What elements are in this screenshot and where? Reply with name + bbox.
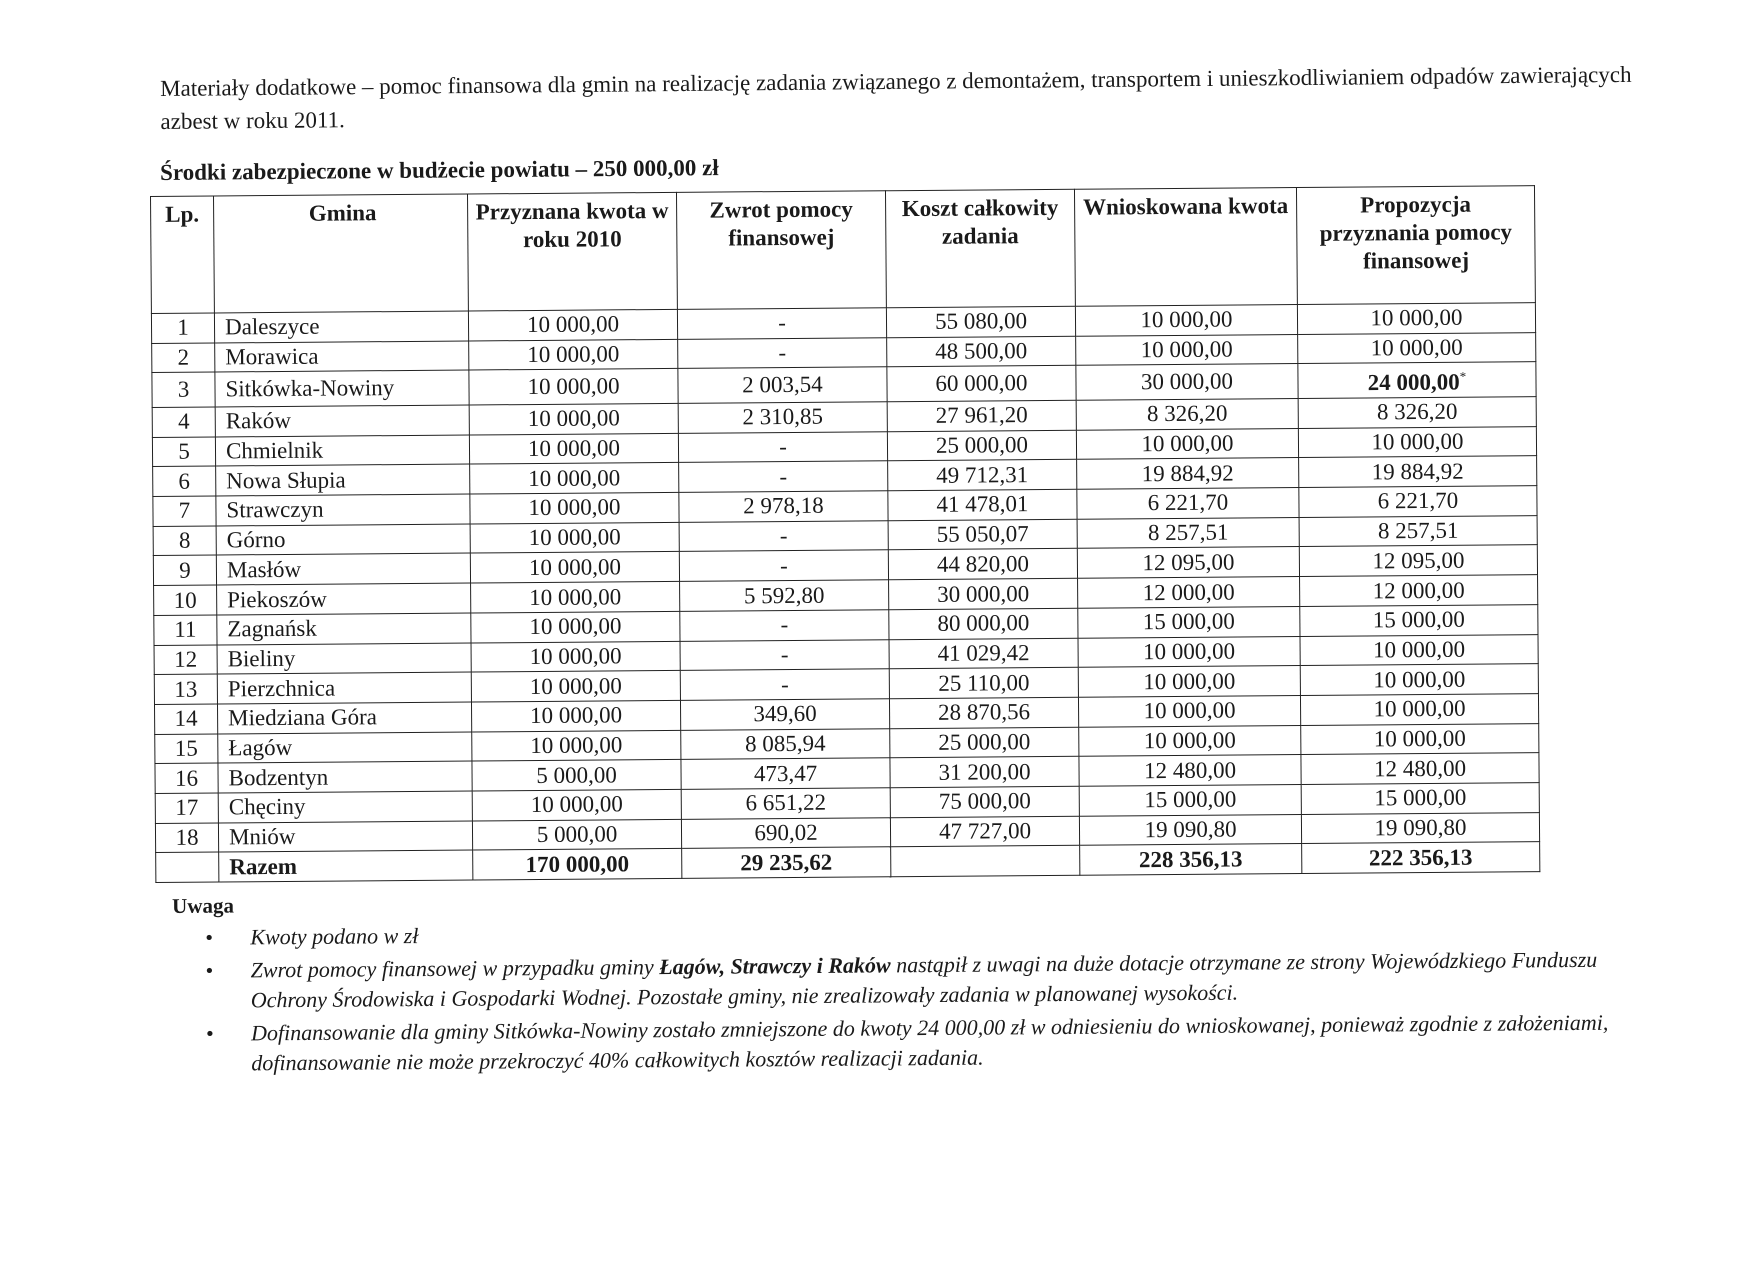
cell-przyznana: 10 000,00	[472, 789, 681, 820]
cell-propozycja: 12 480,00	[1301, 753, 1539, 785]
cell-propozycja: 15 000,00	[1300, 604, 1538, 636]
cell-koszt: 60 000,00	[887, 366, 1076, 402]
table-container	[150, 185, 1540, 883]
cell-wnioskowana: 8 326,20	[1076, 399, 1298, 430]
header-lp: Lp.	[151, 196, 215, 313]
cell-gmina: Raków	[215, 405, 469, 437]
cell-wnioskowana: 6 221,70	[1077, 488, 1299, 519]
cell-lp: 3	[152, 372, 215, 407]
cell-propozycja-highlight	[1298, 362, 1536, 399]
cell-przyznana: 10 000,00	[469, 369, 678, 405]
cell-gmina: Masłów	[216, 553, 470, 585]
cell-lp: 2	[152, 343, 215, 373]
cell-przyznana: 10 000,00	[469, 403, 678, 434]
cell-wnioskowana: 10 000,00	[1079, 725, 1301, 756]
cell-gmina: Daleszyce	[214, 311, 468, 343]
notes-title: Uwaga	[172, 893, 235, 918]
note-emphasis: Łagów, Strawczy i Raków	[659, 952, 891, 980]
cell-gmina: Łagów	[218, 732, 472, 764]
note-item	[250, 944, 1672, 1015]
note-item	[251, 1007, 1673, 1078]
cell-propozycja: 19 884,92	[1299, 456, 1537, 488]
table-body	[151, 303, 1539, 883]
cell-lp: 4	[152, 407, 215, 437]
cell-propozycja: 19 090,80	[1301, 812, 1539, 844]
cell-wnioskowana: 19 884,92	[1077, 458, 1299, 489]
cell-zwrot: 2 978,18	[679, 491, 888, 522]
cell-gmina: Mniów	[218, 821, 472, 853]
cell-wnioskowana: 10 000,00	[1078, 666, 1300, 697]
cell-wnioskowana: 15 000,00	[1078, 606, 1300, 637]
total-propozycja: 222 356,13	[1302, 842, 1540, 874]
header-gmina: Gmina	[214, 194, 469, 313]
cell-koszt: 31 200,00	[890, 757, 1079, 788]
note-text: nastąpił z uwagi na duże dotacje otrzymane ze strony Wojewódzkiego Funduszu Ochrony Środowiska i Gospodarki Wodnej. Pozostałe gminy, nie zrealizowały zadania w planowanej wysokości.	[250, 946, 1598, 1013]
cell-koszt: 25 000,00	[890, 727, 1079, 758]
header-propozycja: Propozycja przyznania pomocy finansowej	[1296, 186, 1535, 305]
cell-koszt: 25 000,00	[887, 430, 1076, 461]
cell-przyznana: 5 000,00	[472, 760, 681, 791]
cell-zwrot: 8 085,94	[681, 728, 890, 759]
total-zwrot: 29 235,62	[682, 847, 891, 878]
cell-wnioskowana: 12 095,00	[1077, 547, 1299, 578]
cell-przyznana: 10 000,00	[470, 552, 679, 583]
cell-koszt: 28 870,56	[889, 697, 1078, 728]
cell-gmina: Chęciny	[218, 791, 472, 823]
cell-gmina: Zagnańsk	[217, 613, 471, 645]
cell-propozycja: 12 000,00	[1300, 575, 1538, 607]
cell-lp: 10	[154, 585, 217, 615]
cell-zwrot: 2 003,54	[678, 367, 887, 403]
footnote-asterisk: *	[1459, 369, 1467, 385]
cell-propozycja: 12 095,00	[1299, 545, 1537, 577]
cell-propozycja: 10 000,00	[1297, 303, 1535, 335]
cell-przyznana: 10 000,00	[468, 309, 677, 340]
cell-propozycja: 10 000,00	[1300, 664, 1538, 696]
cell-lp: 13	[154, 674, 217, 704]
cell-wnioskowana: 10 000,00	[1076, 428, 1298, 459]
cell-wnioskowana: 15 000,00	[1079, 784, 1301, 815]
funding-table	[150, 185, 1540, 883]
cell-przyznana: 10 000,00	[472, 730, 681, 761]
cell-propozycja: 10 000,00	[1298, 332, 1536, 364]
budget-subtitle: Środki zabezpieczone w budżecie powiatu – 250 000,00 zł	[160, 155, 719, 185]
cell-lp: 15	[155, 734, 218, 764]
cell-koszt: 44 820,00	[888, 549, 1077, 580]
cell-gmina: Piekoszów	[217, 583, 471, 615]
cell-propozycja: 10 000,00	[1301, 723, 1539, 755]
cell-przyznana: 10 000,00	[471, 611, 680, 642]
cell-przyznana: 10 000,00	[469, 339, 678, 370]
cell-przyznana: 10 000,00	[470, 522, 679, 553]
cell-propozycja: 10 000,00	[1300, 634, 1538, 666]
header-koszt: Koszt całkowity zadania	[885, 189, 1075, 307]
cell-gmina: Górno	[216, 524, 470, 556]
cell-przyznana: 10 000,00	[469, 433, 678, 464]
cell-gmina: Bodzentyn	[218, 761, 472, 793]
cell-zwrot: -	[680, 669, 889, 700]
cell-koszt: 48 500,00	[887, 336, 1076, 367]
cell-wnioskowana: 12 000,00	[1078, 577, 1300, 608]
total-lp-empty	[156, 852, 219, 882]
cell-zwrot: -	[678, 431, 887, 462]
cell-przyznana: 10 000,00	[471, 582, 680, 613]
cell-przyznana: 10 000,00	[471, 700, 680, 731]
cell-lp: 17	[155, 793, 218, 823]
cell-przyznana: 10 000,00	[471, 641, 680, 672]
total-koszt	[891, 846, 1080, 877]
cell-propozycja: 6 221,70	[1299, 486, 1537, 518]
cell-koszt: 41 029,42	[889, 638, 1078, 669]
cell-zwrot: 473,47	[681, 758, 890, 789]
table-header-row	[151, 186, 1536, 314]
cell-lp: 12	[154, 645, 217, 675]
cell-zwrot: 6 651,22	[681, 788, 890, 819]
cell-zwrot: -	[677, 308, 886, 339]
total-wnioskowana: 228 356,13	[1080, 844, 1302, 875]
cell-koszt: 41 478,01	[888, 489, 1077, 520]
cell-koszt: 49 712,31	[888, 460, 1077, 491]
intro-paragraph: Materiały dodatkowe – pomoc finansowa dla gmin na realizację zadania związanego z demontażem, transportem i unieszkodliwianiem odpadów zawierających azbest w roku 2011.	[160, 61, 1632, 134]
cell-zwrot: -	[679, 520, 888, 551]
cell-koszt: 25 110,00	[889, 667, 1078, 698]
total-przyznana: 170 000,00	[473, 849, 682, 880]
cell-lp: 6	[153, 466, 216, 496]
cell-propozycja: 8 326,20	[1298, 397, 1536, 429]
cell-koszt: 55 080,00	[886, 306, 1075, 337]
cell-lp: 8	[153, 526, 216, 556]
cell-gmina: Nowa Słupia	[216, 464, 470, 496]
cell-zwrot: -	[680, 610, 889, 641]
notes-section	[172, 882, 1673, 1082]
cell-lp: 7	[153, 496, 216, 526]
cell-przyznana: 10 000,00	[470, 492, 679, 523]
cell-zwrot: -	[679, 550, 888, 581]
cell-przyznana: 10 000,00	[470, 463, 679, 494]
cell-koszt: 27 961,20	[887, 400, 1076, 431]
cell-wnioskowana: 12 480,00	[1079, 755, 1301, 786]
cell-lp: 16	[155, 763, 218, 793]
cell-wnioskowana: 10 000,00	[1075, 304, 1297, 335]
note-text: Zwrot pomocy finansowej w przypadku gminy	[250, 954, 660, 983]
cell-lp: 1	[151, 313, 214, 343]
cell-gmina: Strawczyn	[216, 494, 470, 526]
cell-lp: 11	[154, 615, 217, 645]
cell-koszt: 80 000,00	[889, 608, 1078, 639]
cell-propozycja: 8 257,51	[1299, 515, 1537, 547]
cell-propozycja: 15 000,00	[1301, 783, 1539, 815]
cell-koszt: 47 727,00	[890, 816, 1079, 847]
header-zwrot: Zwrot pomocy finansowej	[676, 191, 886, 310]
cell-lp: 5	[152, 437, 215, 467]
cell-wnioskowana: 10 000,00	[1078, 636, 1300, 667]
cell-wnioskowana: 30 000,00	[1076, 364, 1298, 400]
cell-lp: 18	[155, 823, 218, 853]
total-label: Razem	[219, 850, 473, 882]
cell-wnioskowana: 19 090,80	[1079, 814, 1301, 845]
cell-zwrot: 5 592,80	[680, 580, 889, 611]
cell-gmina: Pierzchnica	[217, 672, 471, 704]
cell-gmina: Bieliny	[217, 643, 471, 675]
notes-list	[172, 911, 1673, 1079]
cell-wnioskowana: 8 257,51	[1077, 517, 1299, 548]
cell-gmina: Sitkówka-Nowiny	[215, 370, 469, 407]
propozycja-value: 24 000,00	[1367, 369, 1460, 396]
cell-zwrot: -	[679, 461, 888, 492]
note-text: Kwoty podano w zł	[250, 923, 419, 950]
cell-zwrot: 2 310,85	[678, 402, 887, 433]
header-przyznana: Przyznana kwota w roku 2010	[467, 192, 677, 311]
cell-zwrot: 690,02	[681, 817, 890, 848]
cell-koszt: 30 000,00	[889, 578, 1078, 609]
cell-lp: 14	[154, 704, 217, 734]
cell-zwrot: -	[678, 337, 887, 368]
cell-przyznana: 5 000,00	[472, 819, 681, 850]
cell-gmina: Chmielnik	[215, 435, 469, 467]
cell-gmina: Miedziana Góra	[217, 702, 471, 734]
cell-zwrot: -	[680, 639, 889, 670]
note-text: Dofinansowanie dla gminy Sitkówka-Nowiny zostało zmniejszone do kwoty 24 000,00 zł w odniesieniu do wnioskowanej, ponieważ zgodnie z założeniami, dofinansowanie nie może przekroczyć 40% całkowitych kosztów realizacji zadania.	[250, 1009, 1609, 1076]
cell-koszt: 75 000,00	[890, 786, 1079, 817]
cell-propozycja: 10 000,00	[1298, 426, 1536, 458]
cell-zwrot: 349,60	[680, 699, 889, 730]
cell-wnioskowana: 10 000,00	[1078, 695, 1300, 726]
cell-gmina: Morawica	[215, 341, 469, 373]
cell-koszt: 55 050,07	[888, 519, 1077, 550]
header-wnioskowana: Wnioskowana kwota	[1074, 187, 1297, 306]
cell-lp: 9	[153, 555, 216, 585]
cell-przyznana: 10 000,00	[471, 671, 680, 702]
cell-wnioskowana: 10 000,00	[1076, 334, 1298, 365]
cell-propozycja: 10 000,00	[1300, 694, 1538, 726]
